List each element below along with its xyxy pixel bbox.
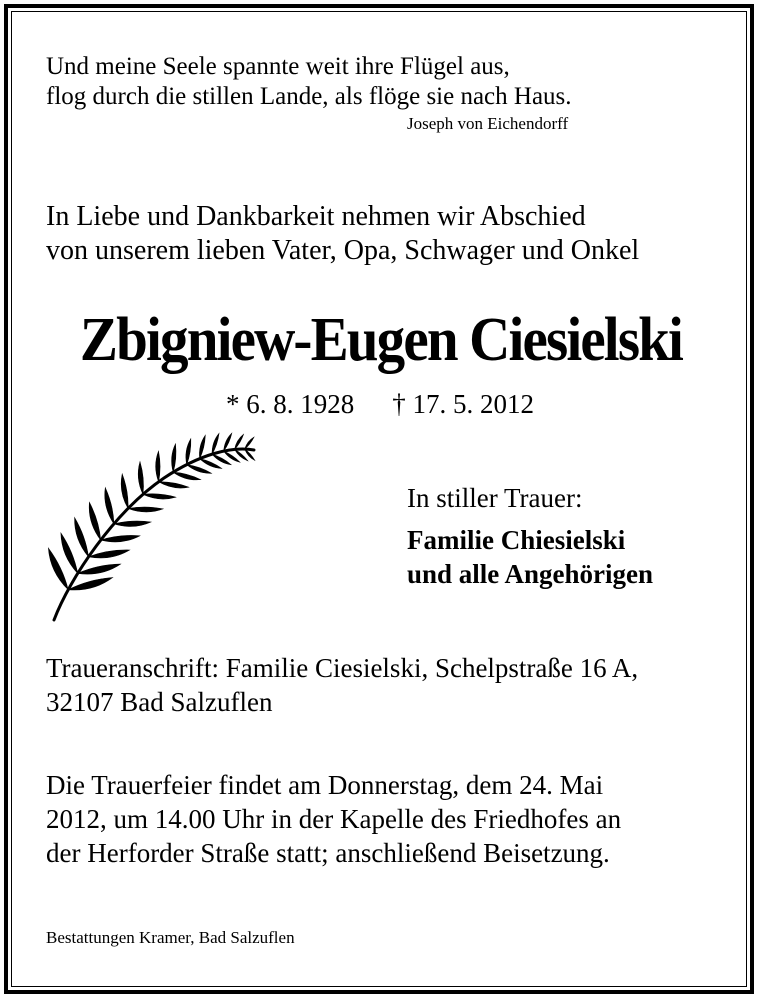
palm-leaflet	[121, 474, 128, 509]
address-line: 32107 Bad Salzuflen	[46, 687, 273, 717]
deceased-name: Zbigniew-Eugen Ciesielski	[79, 306, 683, 374]
palm-frond-icon	[36, 428, 258, 626]
palm-leaflet	[89, 550, 130, 558]
farewell-text	[46, 200, 639, 268]
poem-quote	[46, 52, 572, 112]
palm-leaflet	[186, 439, 191, 465]
life-dates	[226, 387, 534, 421]
death-date: † 17. 5. 2012	[392, 389, 534, 419]
palm-leaflet	[75, 518, 89, 557]
palm-leaflet	[159, 482, 189, 488]
palm-leaflet	[61, 533, 78, 573]
palm-leaflet	[143, 494, 176, 499]
funeral-ceremony-text	[46, 768, 621, 870]
ceremony-line: Die Trauerfeier findet am Donnerstag, dem 24. Mai	[46, 770, 604, 800]
mourning-family-line: Familie Chiesielski	[407, 525, 626, 555]
ceremony-line: der Herforder Straße statt; anschließend Beisetzung.	[46, 838, 610, 868]
palm-leaflet	[114, 521, 151, 526]
palm-leaflet	[156, 451, 160, 482]
palm-leaflet	[128, 507, 163, 512]
palm-leaflet	[105, 488, 114, 524]
palm-leaflet	[245, 437, 254, 449]
mourning-family	[407, 523, 653, 591]
palm-leaflet	[187, 465, 212, 474]
mourning-address	[46, 651, 638, 719]
palm-leaflet	[235, 434, 244, 449]
undertaker-credit: Bestattungen Kramer, Bad Salzuflen	[46, 928, 295, 947]
address-line: Traueranschrift: Familie Ciesielski, Schelpstraße 16 A,	[46, 653, 639, 683]
palm-leaflet	[138, 462, 143, 495]
palm-leaflet	[172, 444, 176, 472]
farewell-line: In Liebe und Dankbarkeit nehmen wir Abschied	[46, 201, 586, 232]
mourning-family-line: und alle Angehörigen	[407, 559, 654, 589]
palm-leaflet	[101, 535, 140, 542]
palm-leaflet	[89, 502, 100, 540]
ceremony-line: 2012, um 14.00 Uhr in der Kapelle des Friedhofes an	[46, 804, 622, 834]
poem-line: flog durch die stillen Lande, als flöge sie nach Haus.	[46, 83, 572, 110]
mourning-label: In stiller Trauer:	[407, 483, 583, 513]
poem-author: Joseph von Eichendorff	[407, 114, 569, 133]
palm-leaflet	[173, 472, 200, 480]
farewell-line: von unserem lieben Vater, Opa, Schwager und Onkel	[46, 235, 640, 266]
poem-line: Und meine Seele spannte weit ihre Flügel aus,	[46, 53, 510, 80]
birth-date: * 6. 8. 1928	[226, 389, 355, 419]
palm-leaflet	[199, 435, 205, 458]
